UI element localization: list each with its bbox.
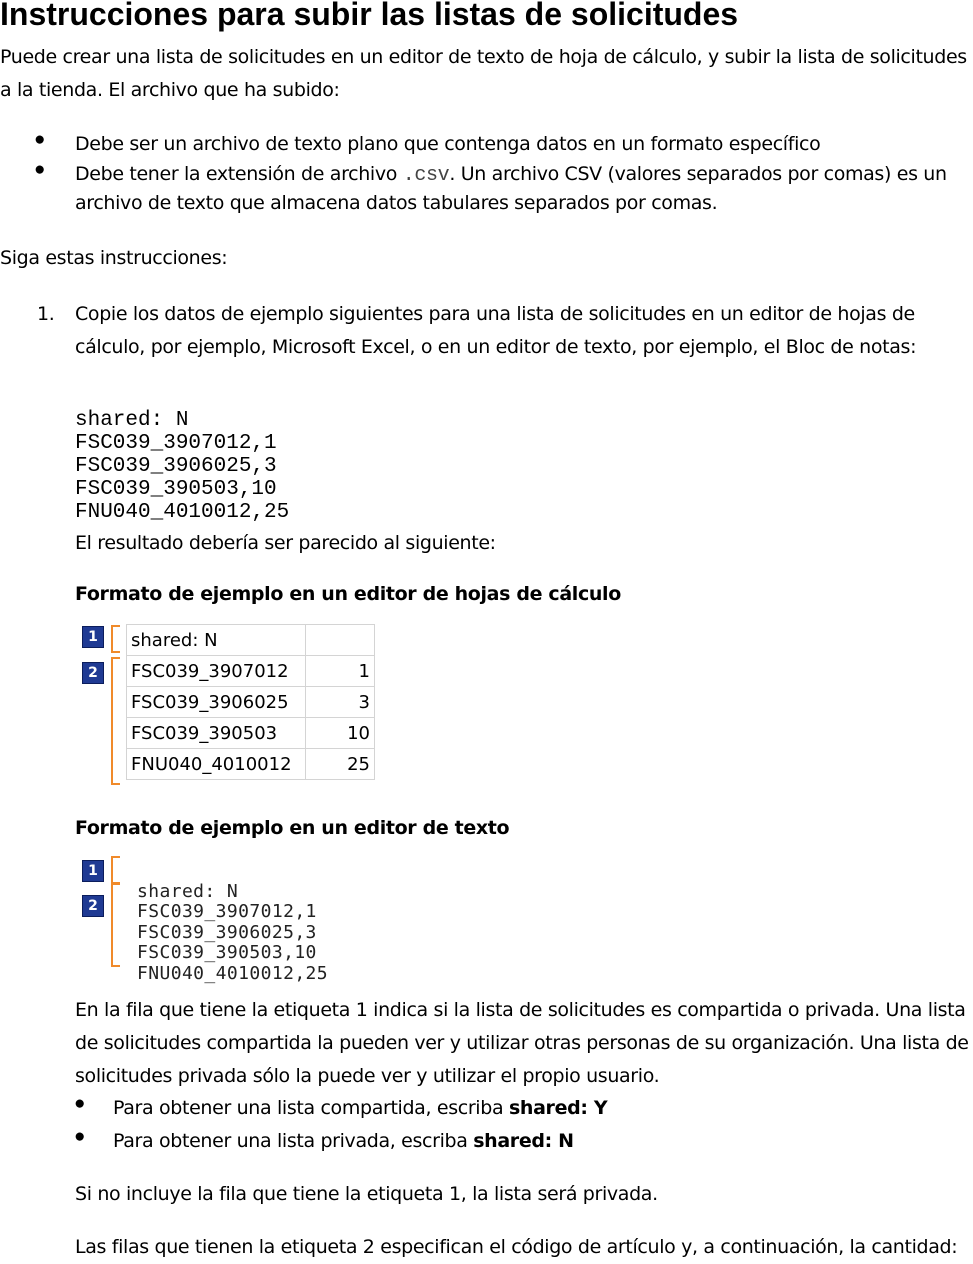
label-2-badge: 2 [82, 895, 104, 917]
label1-para-line-3: solicitudes privada sólo la puede ver y utilizar el propio usuario. [75, 1065, 660, 1087]
text-editor-preview [137, 861, 328, 1005]
label2-para: Las filas que tienen la etiqueta 2 especifican el código de artículo y, a continuación, la cantidad: [75, 1236, 958, 1258]
bullet-dot: ● [34, 159, 46, 180]
label-1-bracket [111, 856, 120, 884]
intro-line-1: Puede crear una lista de solicitudes en un editor de texto de hoja de cálculo, y subir la lista de solicitudes [0, 46, 967, 68]
text-line: shared: N [137, 880, 239, 902]
spreadsheet-preview [126, 624, 375, 780]
label1-para-line-1: En la fila que tiene la etiqueta 1 indica si la lista de solicitudes es compartida o privada. Una lista [75, 999, 966, 1021]
label1-para-line-2: de solicitudes compartida la pueden ver y utilizar otras personas de su organización. Una lista de [75, 1032, 969, 1054]
code-line: FSC039_3906025,3 [75, 455, 277, 478]
table-row: FSC039_3907012 1 [127, 656, 375, 687]
bullet-dot: ● [74, 1093, 86, 1114]
result-text: El resultado debería ser parecido al siguiente: [75, 532, 496, 554]
bullet-dot: ● [34, 129, 46, 150]
label-1-badge: 1 [82, 860, 104, 882]
step1-line-2: cálculo, por ejemplo, Microsoft Excel, o en un editor de texto, por ejemplo, el Bloc de notas: [75, 336, 917, 358]
sample-code-block [75, 386, 289, 547]
text-editor-heading: Formato de ejemplo en un editor de texto [75, 817, 510, 839]
table-row: FSC039_390503 10 [127, 718, 375, 749]
sheet-heading: Formato de ejemplo en un editor de hojas de cálculo [75, 583, 621, 605]
text-line: FSC039_3906025,3 [137, 921, 317, 943]
text-line: FSC039_390503,10 [137, 942, 317, 963]
step-number: 1. [37, 303, 55, 325]
intro-line-2: a la tienda. El archivo que ha subido: [0, 79, 340, 101]
csv-extension-code: .csv [402, 164, 450, 187]
code-line: FSC039_390503,10 [75, 478, 277, 501]
text-line: FNU040_4010012,25 [137, 962, 329, 984]
shared-no-bullet: Para obtener una lista privada, escriba shared: N [113, 1130, 574, 1152]
bullet-dot: ● [74, 1126, 86, 1147]
table-row: FNU040_4010012 25 [127, 749, 375, 780]
table-row: FSC039_3906025 3 [127, 687, 375, 718]
code-line: shared: N [75, 409, 189, 432]
label-1-bracket [111, 625, 120, 653]
code-line: FSC039_3907012,1 [75, 432, 277, 455]
label-1-badge: 1 [82, 626, 104, 648]
bullet-csv-line-2: archivo de texto que almacena datos tabulares separados por comas. [75, 192, 718, 214]
bullet-plain-text: Debe ser un archivo de texto plano que contenga datos en un formato específico [75, 133, 821, 155]
label-2-badge: 2 [82, 662, 104, 684]
bullet-csv-extension: Debe tener la extensión de archivo .csv. Un archivo CSV (valores separados por comas) es un [75, 163, 947, 187]
code-line: FNU040_4010012,25 [75, 501, 290, 524]
shared-yes-bullet: Para obtener una lista compartida, escriba shared: Y [113, 1097, 608, 1119]
text-line: FSC039_3907012,1 [137, 901, 317, 922]
label-2-bracket [111, 657, 120, 785]
no-label1-note: Si no incluye la fila que tiene la etiqueta 1, la lista será privada. [75, 1183, 658, 1205]
table-row: shared: N [127, 625, 375, 656]
page-title: Instrucciones para subir las listas de solicitudes [0, 0, 739, 32]
step1-line-1: Copie los datos de ejemplo siguientes para una lista de solicitudes en un editor de hojas de [75, 303, 915, 325]
follow-instructions: Siga estas instrucciones: [0, 247, 228, 269]
label-2-bracket [111, 883, 120, 967]
